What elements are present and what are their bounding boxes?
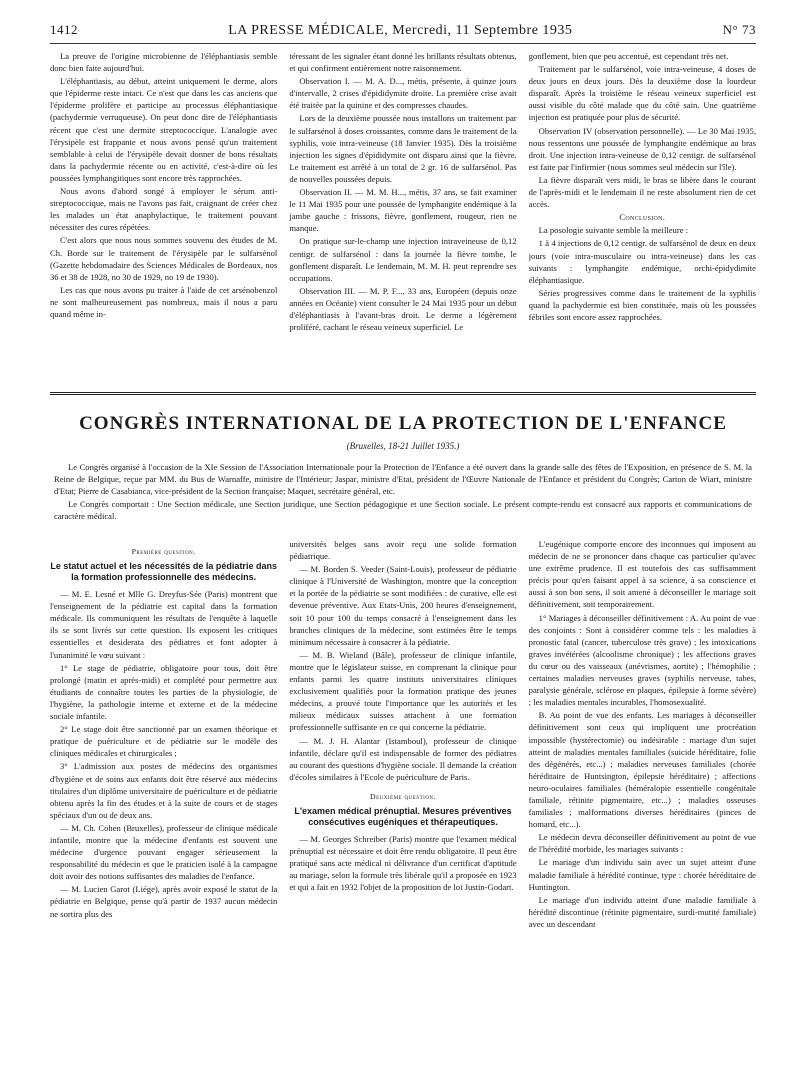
top-column-2 [289, 50, 516, 386]
paragraph: La posologie suivante semble la meilleure : [538, 225, 689, 236]
page-number: 1412 [50, 22, 78, 37]
paragraph: Les cas que nous avons pu traiter à l'aide de cet arsénobenzol ne sont malheureusement pas nombreux, mais il nous a paru quand même in- [50, 284, 278, 319]
top-column-3 [529, 50, 756, 386]
question-title: Le statut actuel et les nécessités de la pédiatrie dans la formation professionnelle des médecins. [50, 561, 277, 583]
paragraph: — M. E. Lesné et Mlle G. Dreyfus-Sée (Paris) montrent que l'enseignement de la pédiatrie est capital dans la formation médicale. Ils communiquent les résultats de l'enquête à laquelle ils se sont livrés sur cette question. Ils exposent les critiques essentielles et desiderata des pédiatres et font adopter à l'unanimité le vœu suivant : [50, 589, 278, 660]
paragraph: Traitement par le sulfarsénol, voie intra-veineuse, 4 doses de deux jours en deux jours. Dès la deuxième dose la lourdeur disparaît. Après la troisième le réseau veineux superficiel est aussi visible du côté malade que du côté sain. Une quatrième injection est pratiquée pour plus de sécurité. [528, 64, 756, 123]
question-label: Deuxième question. [369, 791, 436, 801]
intro-paragraph: Le Congrès comportait : Une Section médicale, une Section juridique, une Section pédagogique et une Section sociale. Le présent compte-rendu est consacré aux rapports et communications de caractère médical. [54, 499, 752, 521]
paragraph: Séries progressives comme dans le traitement de la syphilis quand la pachydermie est bien constituée, mais où les poussées fébriles sont encore assez rapprochées. [528, 287, 756, 322]
paragraph: L'eugénique comporte encore des inconnues qui imposent au médecin de ne se prononcer dans chaque cas particulier qu'avec une extrême prudence. Il est toutefois des cas suffisamment précis pour qu'en faisant appel à sa science, à sa conscience et aussi à son bon sens, il soit amené à déconseiller le mariage soit définitivement, soit temporairement. [528, 539, 756, 610]
paragraph: 1 à 4 injections de 0,12 centigr. de sulfarsénol de deux en deux jours (voie intra-musculaire ou intra-veineuse) dans les cas suivants : lymphangite endémique, orchi-épidydimite éléphantiasique. [528, 238, 756, 285]
question-title: L'examen médical prénuptial. Mesures préventives consécutives eugéniques et thérapeutiques. [294, 805, 512, 827]
article-columns-top [50, 50, 756, 386]
paragraph: Le médecin devra déconseiller définitivement au point de vue de l'hérédité morbide, les mariages suivants : [528, 832, 756, 855]
paragraph: L'éléphantiasis, au début, atteint uniquement le derme, alors que l'épiderme reste intact. Ce n'est que dans les cas anciens que l'épiderme prolifère et participe au processus éléphantiasique (pachydermie verruqueuse). On peut donc dire de l'éléphantiasis récent que c'est une dermite streptococcique. L'analogie avec l'érysipèle est frappante et nous avons pensé qu'un traitement semblable à celui de l'érysipèle devait donner de bons résultats dans la pachydermie récente ou en activité, c'est-à-dire où les poussées lymphangitiques sont encore très rapprochées. [50, 76, 278, 183]
running-header [50, 22, 756, 44]
paragraph: 3° L'admission aux postes de médecins des organismes d'hygiène et de soins aux enfants doit être réservé aux médecins titulaires d'un diplôme universitaire de puériculture et de pédiatrie obtenu après la fin des études et à la suite de cours et de stages spéciaux d'un ou de deux ans. [50, 761, 278, 820]
observation-2: Observation II. — M. M. H..., métis, 37 ans, se fait examiner le 11 Mai 1935 pour une poussée de lymphangite endémique à la jambe gauche : frissons, fièvre, gonflement, rougeur, rien ne manque. [289, 187, 517, 234]
paragraph: B. Au point de vue des enfants. Les mariages à déconseiller définitivement sont ceux qui impliquent une procréation impossible (hystérectomie) ou indésirable : mariage d'un sujet atteint de maladies mentales familiales (suicide héréditaire, folie des dégénérés, etc...) ; maladies nerveuses familiales (chorée héréditaire de Huntsington, épilepsie héréditaire) ; affections neuro-oculaires familiales (héméralopie essentielle congénitale familiale, rétinite pigmentaire, etc...) ; maladies osseuses familiales ; malformations diverses héréditaires (pinces de homard, etc...). [528, 710, 756, 830]
paragraph: Nous avons d'abord songé à employer le sérum anti-streptococcique, mais ne l'avons pas fait, craignant de créer chez les malades un état anaphylactique, le traitement pouvant nécessiter des cures répétées. [50, 186, 278, 233]
section-divider [50, 392, 756, 395]
paragraph: — M. Georges Schreiber (Paris) montre que l'examen médical prénuptial est nécessaire et doit être rendu obligatoire. Il peut être pratiqué sans acte médical ni délivrance d'un certificat d'aptitude au mariage, selon la formule très libérale qu'il a proposée en 1923 et qui a fait en 1932 l'objet de la proposition de loi Justin-Godart. [289, 833, 517, 893]
paragraph: C'est alors que nous nous sommes souvenu des études de M. Ch. Borde sur le traitement de l'érysipèle par le sulfarsénol (Gazette hebdomadaire des Sciences Médicales de Bordeaux, nos 36 et 38 de 1928, no 30 de 1929, no 19 de 1930). [50, 235, 278, 282]
paragraph: Le mariage d'un individu sain avec un sujet atteint d'une maladie familiale à hérédité continue, type : chorée héréditaire de Huntington. [528, 857, 756, 892]
paragraph: universités belges sans avoir reçu une solide formation pédiatrique. [289, 539, 517, 562]
paragraph: La fièvre disparaît vers midi, le bras se libère dans le courant de l'après-midi et le lendemain il ne reste absolument rien de cet accès. [528, 174, 756, 210]
paragraph: On pratique sur-le-champ une injection intraveineuse de 0,12 centigr. de sulfarsénol : dans la journée la fièvre tombe, le gonflement disparaît. Le lendemain, M. M. H. peut reprendre ses occupations. [289, 236, 517, 283]
observation-4: Observation IV (observation personnelle). — Le 30 Mai 1935, nous ressentons une poussée de lymphangite endémique au bras droit. Une injection intra-veineuse de 0,12 centigr. de sulfarsénol est faite par l'infirmier (nous sommes seul médecin sur l'île). [528, 125, 756, 172]
paragraph: — M. Borden S. Veeder (Saint-Louis), professeur de pédiatrie clinique à l'Université de Washington, montre que la conception et la portée de la pédiatrie se sont modifiées : de curative, elle est devenue préventive. Aux Etats-Unis, 200 heures d'enseignement, soit 10 pour 100 du temps consacré à l'enseignement dans les branches cliniques de la médecine, sont estimées être le temps minimum nécessaire à consacrer à la pédiatrie. [289, 564, 517, 647]
paragraph: — M. J. H. Alantar (Istamboul), professeur de clinique infantile, déclare qu'il est indispensable de former des pédiatres au courant des questions d'hygiène sociale. Il demande la création d'écoles similaires à l'Ecole de puériculture de Paris. [289, 735, 517, 782]
paragraph: — M. B. Wieland (Bâle), professeur de clinique infantile, montre que le législateur suisse, en comprenant la clinique pour enfants parmi les quatre instituts universitaires cliniques exclusivement qualifiés pour la formation pratique des jeunes médecins, a prouvé toute l'importance que les autorités et les milieux médicaux suisses attachent à une formation professionnelle suffisante en ce qui concerne la pédiatrie. [289, 649, 517, 733]
paragraph: gonflement, bien que peu accentué, est cependant très net. [528, 51, 729, 61]
paragraph: 2° Le stage doit être sanctionné par un examen théorique et pratique de puériculture et de pédiatrie sur le modèle des cliniques médicales et chirurgicales ; [50, 724, 278, 759]
journal-title: LA PRESSE MÉDICALE, Mercredi, 11 Septembre 1935 [228, 23, 573, 38]
conclusion-heading: Conclusion. [619, 212, 666, 223]
paragraph: 1° Le stage de pédiatrie, obligatoire pour tous, doit être prolongé (matin et après-midi) et complété pour permettre aux étudiants de connaître toutes les parties de la physiologie, de l'hygiène, la pathologie interne et externe et de la médecine sociale infantile. [50, 662, 278, 722]
paragraph: téressant de les signaler étant donné les brillants résultats obtenus, et qui confirment entièrement notre raisonnement. [289, 51, 517, 74]
issue-number: N° 73 [722, 22, 756, 37]
congress-subtitle: (Bruxelles, 18-21 Juillet 1935.) [346, 441, 460, 451]
observation-3: Observation III. — M. P. F..., 33 ans, Européen (depuis onze années en Océanie) vient consulter le 24 Mai 1935 pour un début d'éléphantiasis à l'avant-bras droit. Le derme a légèrement proliféré, cachant le réseau veineux superficiel. Le [289, 285, 517, 333]
observation-1: Observation I. — M. A. D..., métis, présente, à quinze jours d'intervalle, 2 crises d'épididymite droite. La première crise avait été traitée par la quinine et des compresses chaudes. [289, 76, 517, 111]
paragraph: — M. Ch. Cohen (Bruxelles), professeur de clinique médicale infantile, montre que la médecine d'enfants est souvent une médecine d'urgence pouvant engager sérieusement la responsabilité du médecin et que le praticien isolé à la campagne doit avoir des notions suffisantes des maladies de l'enfance. [50, 822, 278, 882]
congress-intro [50, 461, 756, 522]
paragraph: — M. Lucien Garot (Liége), après avoir exposé le statut de la pédiatrie en Belgique, pense qu'à partir de 1937 aucun médecin ne sortira plus des [50, 884, 278, 919]
paragraph: La preuve de l'origine microbienne de l'éléphantiasis semble donc bien faite aujourd'hui. [50, 51, 278, 74]
congress-title: CONGRÈS INTERNATIONAL DE LA PROTECTION DE L'ENFANCE [79, 413, 727, 434]
bottom-column-1 [50, 538, 277, 1038]
bottom-column-3 [529, 538, 756, 1038]
bottom-column-2 [289, 538, 516, 1038]
paragraph: Le mariage d'un individu atteint d'une maladie familiale à hérédité discontinue (rétinite pigmentaire, surdi-mutité familiale) avec un descendant [528, 894, 756, 929]
question-label: Première question. [131, 547, 196, 556]
paragraph: 1° Mariages à déconseiller définitivement : A. Au point de vue des conjoints : Sont à considérer comme tels : les maladies à pronostic fatal (cancer, tuberculose très grave) ; les intoxications graves invétérées (alcoolisme chronique) ; les affections graves du cœur ou des vaisseaux (anévrismes, aortite) ; l'hémophilie ; certaines maladies nerveuses graves (syphilis nerveuse, tabes, paralysie générale, sclérose en plaques, épilepsie à forme sévère) ; les maladies mentales incurables, l'homosexualité. [528, 612, 756, 708]
article-columns-bottom [50, 538, 756, 1038]
intro-paragraph: Le Congrès organisé à l'occasion de la XIe Session de l'Association Internationale pour la Protection de l'Enfance a été ouvert dans la grande salle des fêtes de l'Exposition, en présence de S. M. la Reine de Belgique, reçue par MM. du Bus de Warnaffe, ministre de l'Intérieur; Jaspar, ministre d'Etat, président de l'Œuvre Nationale de l'Enfance et président du Congrès; Carton de Wiart, ministre d'Etat; Pierre de Casabianca, vice-président de la Section française; Maquet, secrétaire général, etc. [54, 462, 752, 496]
top-column-1 [50, 50, 277, 386]
paragraph: Lors de la deuxième poussée nous installons un traitement par le sulfarsénol à doses croissantes, comme dans le traitement de la syphilis, voie intra-veineuse (18 Janvier 1935). Dès la troisième injection les signes d'épididymite ont disparu ainsi que la fièvre. Le traitement est arrêté à un total de 2 gr. 16 de sulfarsénol. Pas de nouvelles poussées depuis. [289, 113, 517, 184]
